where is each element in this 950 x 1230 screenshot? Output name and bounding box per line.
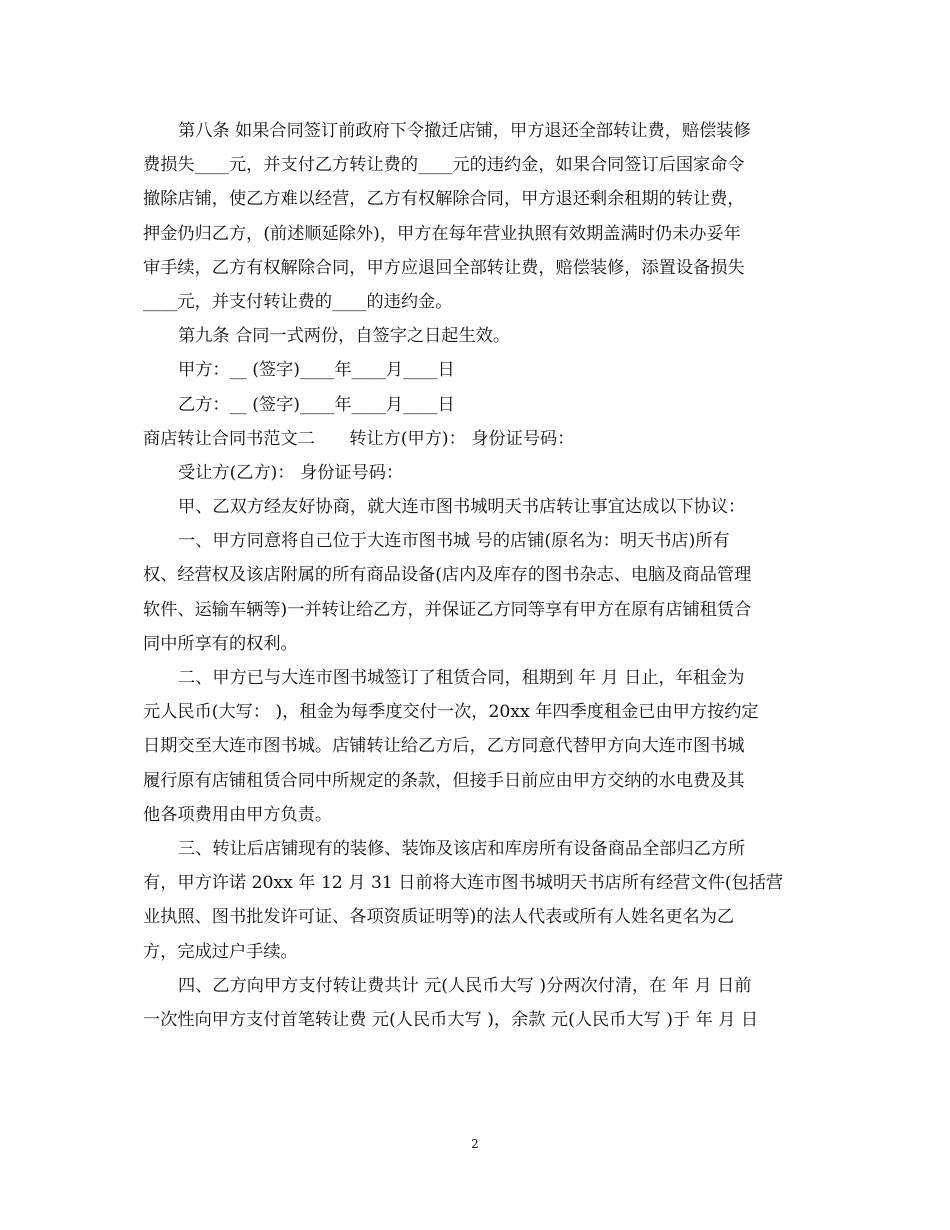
article-8-line-5: 审手续，乙方有权解除合同，甲方应退回全部转让费，赔偿装修，添置设备损失 bbox=[143, 257, 745, 278]
clause-4-line-2: 一次性向甲方支付首笔转让费 元(人民币大写 )，余款 元(人民币大写 )于 年 月 日 bbox=[143, 1009, 759, 1030]
clause-3-line-1: 三、转让后店铺现有的装修、装饰及该店和库房所有设备商品全部归乙方所 bbox=[178, 838, 746, 859]
page-number: 2 bbox=[471, 1137, 479, 1151]
document-body bbox=[143, 114, 808, 1037]
clause-3-line-2: 有，甲方许诺 20xx 年 12 月 31 日前将大连市图书城明天书店所有经营文件(包括营 bbox=[143, 873, 784, 894]
sample-two-heading-line: 商店转让合同书范文二 转让方(甲方)： 身份证号码： bbox=[143, 428, 575, 449]
clause-2-line-4: 履行原有店铺租赁合同中所规定的条款，但接手日前应由甲方交纳的水电费及其 bbox=[143, 770, 745, 791]
party-b-signature-line: 乙方：__ (签字)____年____月____日 bbox=[178, 394, 455, 415]
article-8-line-4: 押金仍归乙方，(前述顺延除外)，甲方在每年营业执照有效期盖满时仍未办妥年 bbox=[143, 223, 741, 244]
clause-1-line-4: 同中所享有的权利。 bbox=[143, 633, 298, 654]
article-8-line-2: 费损失____元，并支付乙方转让费的____元的违约金，如果合同签订后国家命令 bbox=[143, 155, 745, 176]
agreement-intro-line: 甲、乙双方经友好协商，就大连市图书城明天书店转让事宜达成以下协议： bbox=[178, 497, 746, 518]
article-8-line-1: 第八条 如果合同签订前政府下令撤迁店铺，甲方退还全部转让费，赔偿装修 bbox=[178, 121, 751, 141]
transferee-id-line: 受让方(乙方)： 身份证号码： bbox=[178, 462, 404, 483]
party-a-signature-line: 甲方：__ (签字)____年____月____日 bbox=[178, 360, 455, 381]
clause-3-line-4: 方，完成过户手续。 bbox=[143, 941, 298, 962]
clause-4-line-1: 四、乙方向甲方支付转让费共计 元(人民币大写 )分两次付清，在 年 月 日前 bbox=[178, 975, 752, 996]
clause-2-line-1: 二、甲方已与大连市图书城签订了租赁合同，租期到 年 月 日止，年租金为 bbox=[178, 668, 745, 688]
article-9-line: 第九条 合同一式两份，自签字之日起生效。 bbox=[178, 326, 511, 347]
clause-1-line-3: 软件、运输车辆等)一并转让给乙方，并保证乙方同等享有甲方在原有店铺租赁合 bbox=[143, 599, 752, 620]
clause-2-line-5: 他各项费用由甲方负责。 bbox=[143, 804, 333, 825]
article-8-line-6: ____元，并支付转让费的____的违约金。 bbox=[143, 291, 453, 312]
clause-1-line-1: 一、甲方同意将自己位于大连市图书城 号的店铺(原名为：明天书店)所有 bbox=[178, 531, 730, 552]
clause-3-line-3: 业执照、图书批发许可证、各项资质证明等)的法人代表或所有人姓名更名为乙 bbox=[143, 907, 735, 928]
clause-2-line-3: 日期交至大连市图书城。店铺转让给乙方后，乙方同意代替甲方向大连市图书城 bbox=[143, 736, 745, 757]
clause-1-line-2: 权、经营权及该店附属的所有商品设备(店内及库存的图书杂志、电脑及商品管理 bbox=[143, 565, 752, 586]
clause-2-line-2: 元人民币(大写： )，租金为每季度交付一次，20xx 年四季度租金已由甲方按约定 bbox=[143, 702, 759, 723]
article-8-line-3: 撤除店铺，使乙方难以经营，乙方有权解除合同，甲方退还剩余租期的转让费， bbox=[143, 189, 745, 210]
